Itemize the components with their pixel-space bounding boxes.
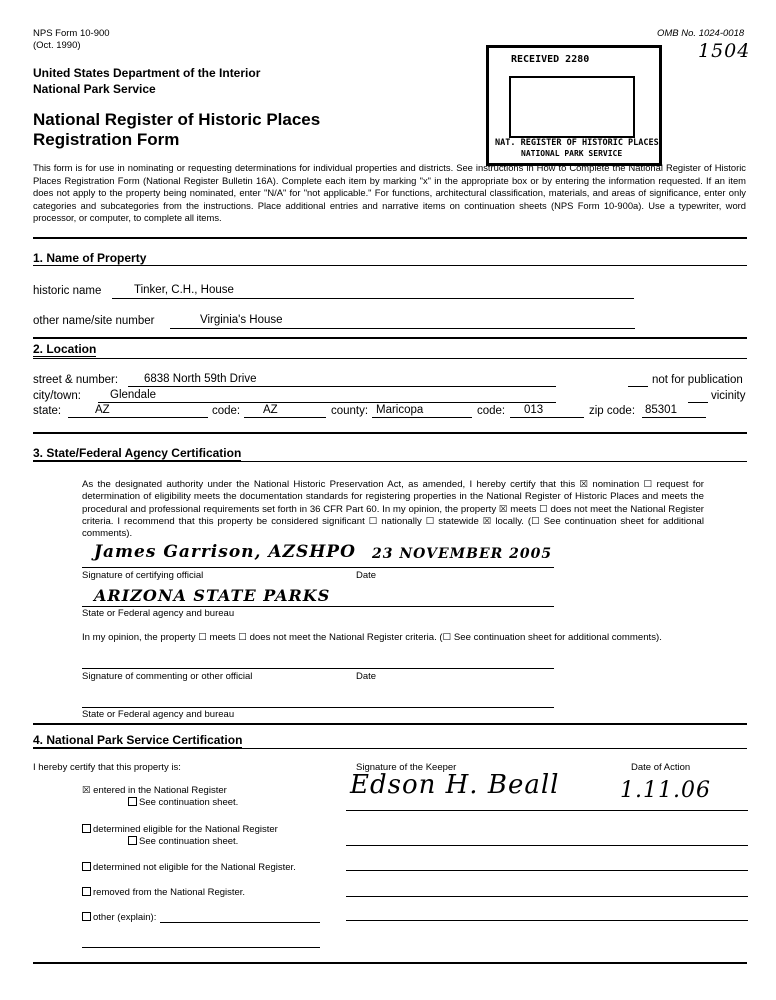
- option-removed[interactable]: [82, 887, 245, 898]
- checked-box-icon[interactable]: ☒: [82, 785, 91, 796]
- state-value[interactable]: AZ: [95, 404, 110, 416]
- received-stamp: [486, 45, 662, 166]
- action-date-label: Date of Action: [631, 762, 691, 773]
- form-number: NPS Form 10-900: [33, 28, 110, 39]
- county-code-line: [510, 417, 584, 418]
- city-value[interactable]: Glendale: [110, 389, 157, 401]
- form-title-line2: Registration Form: [33, 130, 180, 149]
- vicinity-checkline[interactable]: [688, 402, 708, 403]
- county-code-label: code:: [477, 405, 506, 417]
- commenting-signature-line: [82, 668, 554, 669]
- code-label: code:: [212, 405, 241, 417]
- stamp-received: RECEIVED 2280: [511, 54, 590, 65]
- option-not-eligible[interactable]: [82, 862, 296, 873]
- certifying-signature-label: Signature of certifying official: [82, 570, 204, 581]
- keeper-line-4: [346, 896, 748, 897]
- keeper-line-2: [346, 845, 748, 846]
- option-eligible-label: determined eligible for the National Register: [93, 824, 278, 835]
- form-date: (Oct. 1990): [33, 40, 81, 51]
- checkbox-icon[interactable]: [82, 887, 91, 896]
- keeper-line-1: [346, 810, 748, 811]
- divider: [33, 358, 747, 359]
- county-value[interactable]: Maricopa: [376, 404, 424, 416]
- state-label: state:: [33, 405, 62, 417]
- keeper-line-5: [346, 920, 748, 921]
- option-other[interactable]: [82, 912, 156, 923]
- divider: [33, 432, 747, 434]
- checkbox-icon[interactable]: [82, 912, 91, 921]
- handwritten-number: 1504: [698, 40, 751, 62]
- option-entered-label: entered in the National Register: [93, 785, 227, 796]
- county-label: county:: [331, 405, 369, 417]
- stamp-box: [509, 76, 635, 138]
- form-title-line1: National Register of Historic Places: [33, 110, 321, 129]
- section-2-heading: 2. Location: [33, 342, 97, 356]
- certifying-date-handwritten: 23 NOVEMBER 2005: [372, 546, 553, 562]
- opinion-text: In my opinion, the property ☐ meets ☐ does not meet the National Register criteria. (☐ See continuation sheet for additional comments).: [82, 632, 662, 643]
- other-name-line: [170, 328, 635, 329]
- continuation-1[interactable]: [128, 797, 238, 808]
- historic-name-label: historic name: [33, 285, 102, 297]
- keeper-signature: Edson H. Beall: [350, 770, 560, 800]
- agency-line: National Park Service: [33, 82, 156, 96]
- agency-line: [82, 606, 554, 607]
- continuation-label: See continuation sheet.: [139, 797, 239, 808]
- option-eligible[interactable]: [82, 824, 278, 835]
- state-line: [68, 417, 208, 418]
- zip-value[interactable]: 85301: [645, 404, 677, 416]
- zip-line: [642, 417, 706, 418]
- intro-paragraph: This form is for use in nominating or requesting determinations for individual properties and districts. See instructions in How to Complete the National Register of Historic Places Registration Form (National Register Bulletin 16A). Complete each item by marking "x" in the appropriate box or by entering the information requested. If an item does not apply to the property being nominated, enter "N/A" for "not applicable." For functions, architectural classification, materials, and areas of significance, enter only categories and subcategories from the instructions. Place additional entries and narrative items on continuation sheets (NPS Form 10-900a). Use a typewriter, word processor, or computer, to complete all items.: [33, 162, 746, 223]
- divider: [33, 748, 747, 749]
- action-date-handwritten: 1.11.06: [620, 778, 711, 803]
- certification-paragraph: As the designated authority under the National Historic Preservation Act, as amended, I hereby certify that this ☒ nomination ☐ request for determination of eligibility meets the documentation standards for registering properties in the National Register of Historic Places and meets the procedural and professional requirements set forth in 36 CFR Part 60. In my opinion, the property ☒ meets ☐ does not meet the National Register criteria. I recommend that this property be considered significant ☐ nationally ☐ statewide ☒ locally. (☐ See continuation sheet for additional comments).: [82, 479, 704, 540]
- continuation-2[interactable]: [128, 836, 238, 847]
- stamp-line2: NATIONAL PARK SERVICE: [521, 149, 623, 158]
- county-line: [372, 417, 472, 418]
- keeper-label: Signature of the Keeper: [356, 762, 457, 773]
- zip-label: zip code:: [589, 405, 636, 417]
- agency2-label: State or Federal agency and bureau: [82, 709, 235, 720]
- omb-number: OMB No. 1024-0018: [657, 28, 745, 39]
- county-code-value[interactable]: 013: [524, 404, 544, 416]
- street-line: [128, 386, 556, 387]
- certifying-date-label: Date: [356, 570, 377, 581]
- section-3-heading: 3. State/Federal Agency Certification: [33, 446, 242, 460]
- continuation-label: See continuation sheet.: [139, 836, 239, 847]
- divider: [33, 723, 747, 725]
- street-label: street & number:: [33, 374, 119, 386]
- checkbox-icon[interactable]: [82, 862, 91, 871]
- other-explain-line[interactable]: [160, 922, 320, 923]
- not-pub-checkline[interactable]: [628, 386, 648, 387]
- certifying-signature-line: [82, 567, 554, 568]
- city-line: [98, 402, 556, 403]
- city-label: city/town:: [33, 390, 81, 402]
- option-other-label: other (explain):: [93, 912, 157, 923]
- checkbox-icon[interactable]: [128, 797, 137, 806]
- code-line: [244, 417, 326, 418]
- option-entered[interactable]: [82, 785, 227, 796]
- other-name-label: other name/site number: [33, 315, 155, 327]
- agency-handwritten: ARIZONA STATE PARKS: [94, 586, 331, 605]
- certify-statement: I hereby certify that this property is:: [33, 762, 181, 773]
- agency-label: State or Federal agency and bureau: [82, 608, 235, 619]
- code-value[interactable]: AZ: [263, 404, 278, 416]
- department-line: United States Department of the Interior: [33, 66, 261, 80]
- street-value[interactable]: 6838 North 59th Drive: [144, 373, 257, 385]
- keeper-line-3: [346, 870, 748, 871]
- other-name-value[interactable]: Virginia's House: [200, 314, 283, 326]
- option-not-eligible-label: determined not eligible for the National Register.: [93, 862, 296, 873]
- commenting-date-label: Date: [356, 671, 377, 682]
- divider: [33, 265, 747, 266]
- checkbox-icon[interactable]: [82, 824, 91, 833]
- historic-name-value[interactable]: Tinker, C.H., House: [134, 284, 234, 296]
- vicinity-label: vicinity: [711, 390, 746, 402]
- checkbox-icon[interactable]: [128, 836, 137, 845]
- certifying-signature: James Garrison, AZSHPO: [94, 542, 356, 562]
- historic-name-line: [112, 298, 634, 299]
- other-explain-line-2[interactable]: [82, 947, 320, 948]
- stamp-line1: NAT. REGISTER OF HISTORIC PLACES: [495, 138, 659, 148]
- not-for-publication-label: not for publication: [652, 374, 743, 386]
- section-4-heading: 4. National Park Service Certification: [33, 733, 243, 747]
- divider: [33, 237, 747, 239]
- section-1-heading: 1. Name of Property: [33, 251, 147, 265]
- commenting-signature-label: Signature of commenting or other official: [82, 671, 253, 682]
- option-removed-label: removed from the National Register.: [93, 887, 246, 898]
- agency2-line: [82, 707, 554, 708]
- divider: [33, 962, 747, 964]
- divider: [33, 337, 747, 339]
- divider: [33, 461, 747, 462]
